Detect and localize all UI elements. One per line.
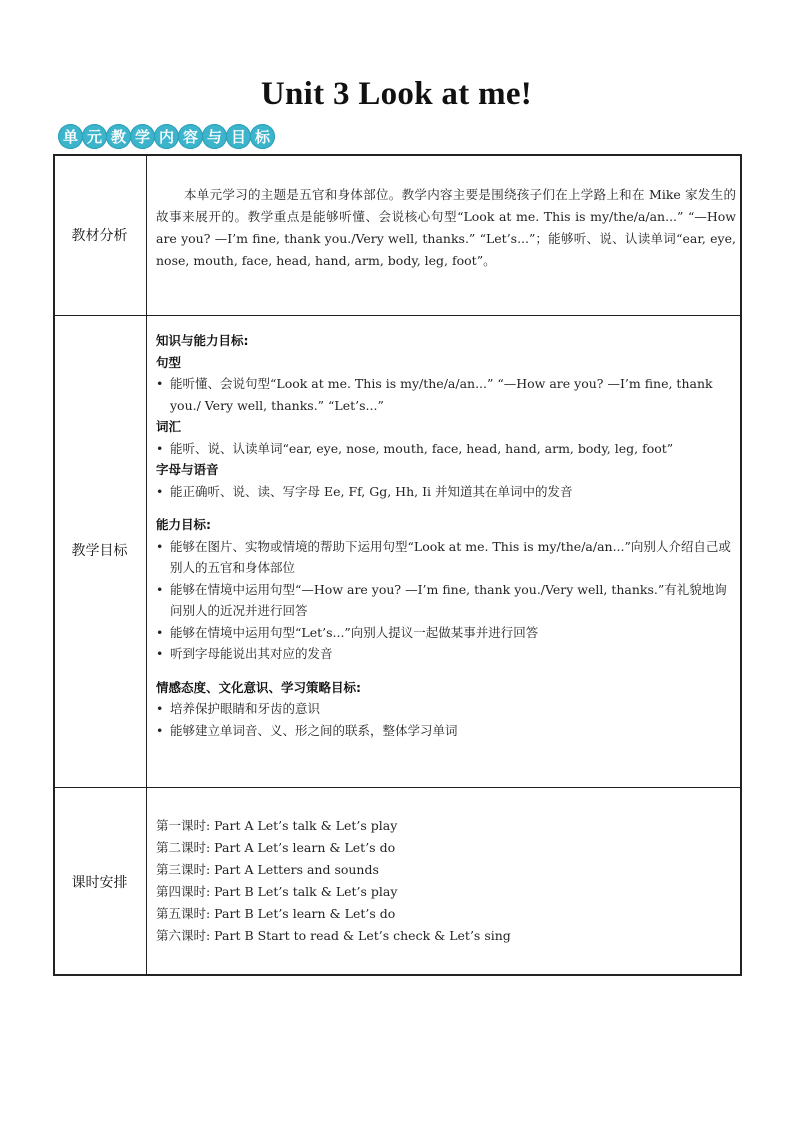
bullet-icon: • — [156, 646, 164, 661]
list-item — [156, 438, 736, 460]
table-row-divider — [53, 315, 742, 316]
bullet-icon: • — [156, 483, 164, 499]
section-heading — [58, 124, 274, 152]
ability-item: 能够在图片、实物或情境的帮助下运用句型“Look at me. This is my/the/a/an...”向别人介绍自己或别人的五官和身体部位 — [170, 538, 731, 575]
heading-char: 元 — [82, 124, 107, 149]
emotion-heading: 情感态度、文化意识、学习策略目标: — [156, 679, 361, 695]
page-title: Unit 3 Look at me! — [260, 76, 533, 112]
bullet-icon: • — [156, 538, 164, 554]
schedule-item: 第五课时: Part B Let’s learn & Let’s do — [156, 906, 396, 921]
heading-char: 标 — [250, 124, 275, 149]
bullet-icon: • — [156, 376, 164, 391]
schedule-item: 第四课时: Part B Let’s talk & Let’s play — [156, 884, 398, 899]
heading-char: 与 — [202, 124, 227, 149]
ability-item: 能够在情境中运用句型“Let’s...”向别人提议一起做某事并进行回答 — [170, 624, 539, 640]
letters-heading: 字母与语音 — [156, 462, 219, 477]
list-item — [156, 579, 736, 622]
row-label-goals: 教学目标 — [71, 543, 128, 559]
list-item — [156, 481, 736, 503]
knowledge-heading: 知识与能力目标: — [156, 333, 249, 348]
emotion-item: 能够建立单词音、义、形之间的联系，整体学习单词 — [170, 722, 458, 738]
heading-char: 内 — [154, 124, 179, 149]
goals-cell — [156, 330, 736, 741]
letters-item: 能正确听、说、读、写字母 Ee, Ff, Gg, Hh, Ii 并知道其在单词中的发音 — [170, 483, 573, 499]
list-item — [156, 622, 736, 644]
bullet-icon: • — [156, 581, 164, 597]
emotion-item: 培养保护眼睛和牙齿的意识 — [170, 701, 321, 716]
vocab-item: 能听、说、认读单词“ear, eye, nose, mouth, face, head, hand, arm, body, leg, foot” — [170, 440, 674, 456]
bullet-icon: • — [156, 440, 164, 456]
list-item — [156, 536, 736, 579]
bullet-icon: • — [156, 624, 164, 640]
schedule-item: 第一课时: Part A Let’s talk & Let’s play — [156, 818, 398, 833]
vocab-heading: 词汇 — [156, 419, 182, 434]
analysis-text: 本单元学习的主题是五官和身体部位。教学内容主要是围绕孩子们在上学路上和在 Mike 家发生的故事来展开的。教学重点是能够听懂、会说核心句型“Look at me. This is my/the/a/an...” “—How are you? —I’m fine, thank you./Very well, thanks.” “Let’s...”；能够听、说、认读单词“ear, eye, nose, mouth, face, head, hand, arm, body, leg, foot”。 — [156, 187, 736, 268]
schedule-item: 第二课时: Part A Let’s learn & Let’s do — [156, 840, 396, 855]
analysis-cell — [156, 184, 736, 272]
bullet-icon: • — [156, 701, 164, 716]
row-label-analysis: 教材分析 — [71, 228, 128, 244]
list-item — [156, 698, 736, 720]
heading-char: 容 — [178, 124, 203, 149]
table-column-divider — [146, 154, 147, 976]
list-item — [156, 373, 736, 416]
heading-char: 目 — [226, 124, 251, 149]
schedule-item: 第六课时: Part B Start to read & Let’s check & Let’s sing — [156, 928, 511, 943]
ability-heading: 能力目标: — [156, 517, 211, 532]
list-item — [156, 720, 736, 742]
ability-item: 能够在情境中运用句型“—How are you? —I’m fine, thank you./Very well, thanks.”有礼貌地询问别人的近况并进行回答 — [170, 581, 727, 618]
heading-char: 单 — [58, 124, 83, 149]
table-row-divider — [53, 787, 742, 788]
schedule-item: 第三课时: Part A Letters and sounds — [156, 862, 379, 877]
row-label-schedule: 课时安排 — [71, 875, 128, 891]
schedule-cell — [156, 815, 736, 947]
heading-char: 教 — [106, 124, 131, 149]
list-item — [156, 643, 736, 665]
heading-char: 学 — [130, 124, 155, 149]
sentence-item: 能听懂、会说句型“Look at me. This is my/the/a/an...” “—How are you? —I’m fine, thank you./ Very well, thanks.” “Let’s...” — [170, 376, 713, 413]
bullet-icon: • — [156, 722, 164, 738]
ability-item: 听到字母能说出其对应的发音 — [170, 646, 333, 661]
sentence-heading: 句型 — [156, 354, 182, 370]
